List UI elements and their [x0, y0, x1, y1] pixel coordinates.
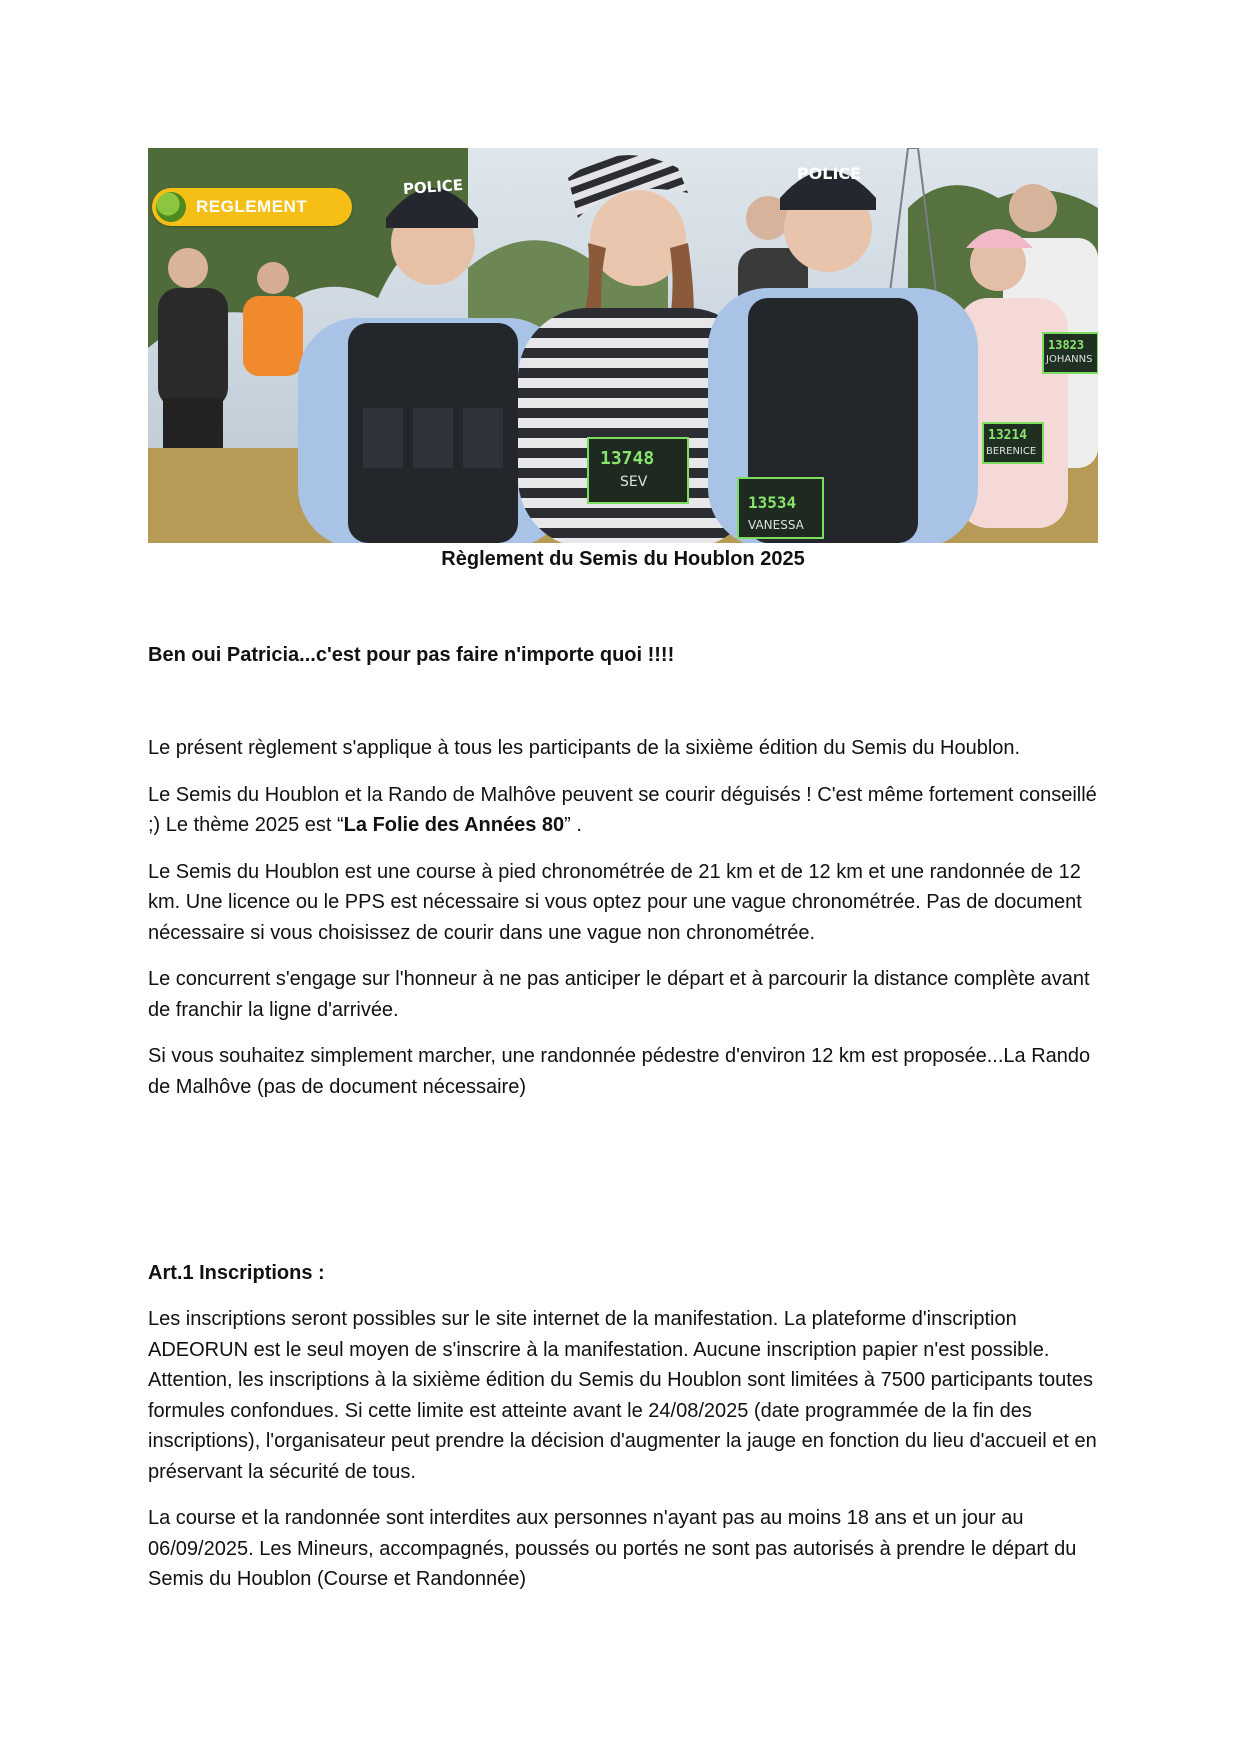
- costume-text: Le Semis du Houblon et la Rando de Malhôve peuvent se courir déguisés ! C'est même fortement conseillé ;) Le thème 2025 est “: [148, 783, 1097, 836]
- document-title: Règlement du Semis du Houblon 2025: [441, 548, 805, 570]
- intro-title: Ben oui Patricia...c'est pour pas faire n'importe quoi !!!!: [148, 644, 675, 666]
- bib-name-sev: SEV: [620, 474, 648, 490]
- theme-name: La Folie des Années 80: [343, 814, 565, 836]
- article-1-heading: Art.1 Inscriptions :: [148, 1262, 325, 1284]
- article-1-age-limit: La course et la randonnée sont interdites aux personnes n'ayant pas au moins 18 ans et un jour au 06/09/2025. Les Mineurs, accompagnés, poussés ou portés ne sont pas autorisés à prendre le départ du Semis du Houblon (Course et Randonnée): [148, 1507, 1077, 1590]
- paragraph-hike: Si vous souhaitez simplement marcher, une randonnée pédestre d'environ 12 km est proposée...La Rando de Malhôve (pas de document nécessaire): [148, 1045, 1091, 1098]
- bib-number-13748: 13748: [600, 448, 655, 469]
- article-1-section: [148, 1258, 1098, 1611]
- bib-number-13823: 13823: [1048, 338, 1085, 352]
- paragraph-honor: Le concurrent s'engage sur l'honneur à ne pas anticiper le départ et à parcourir la distance complète avant de franchir la ligne d'arrivée.: [148, 968, 1090, 1021]
- badge-label: REGLEMENT: [196, 197, 308, 216]
- bib-number-13214: 13214: [988, 428, 1028, 443]
- article-1-registration: Les inscriptions seront possibles sur le site internet de la manifestation. La plateforme d'inscription ADEORUN est le seul moyen de s'inscrire à la manifestation. Aucune inscription papier n'est possible. Attention, les inscriptions à la sixième édition du Semis du Houblon sont limitées à 7500 participants toutes formules confondues. Si cette limite est atteinte avant le 24/08/2025 (date programmée de la fin des inscriptions), l'organisateur peut prendre la décision d'augmenter la jauge en fonction du lieu d'accueil et en préservant la sécurité de tous.: [148, 1308, 1097, 1483]
- bib-number-13534: 13534: [748, 493, 797, 512]
- paragraph-race-description: Le Semis du Houblon est une course à pied chronométrée de 21 km et de 12 km et une randonnée de 12 km. Une licence ou le PPS est nécessaire si vous optez pour une vague chronométrée. Pas de document nécessaire si vous choisissez de courir dans une vague non chronométrée.: [148, 860, 1082, 944]
- bib-name-johanns: JOHANNS: [1046, 354, 1093, 365]
- reglement-badge: [152, 188, 352, 226]
- paragraph-costume: [148, 780, 1098, 841]
- police-cap-right: POLICE: [796, 164, 862, 183]
- bib-name-vanessa: VANESSA: [748, 518, 804, 532]
- bib-name-berenice: BERENICE: [986, 446, 1037, 457]
- costume-text-end: ” .: [564, 814, 582, 836]
- police-cap-left: POLICE: [402, 175, 464, 199]
- hero-photo: [148, 148, 1098, 543]
- paragraph-scope: Le présent règlement s'applique à tous les participants de la sixième édition du Semis du Houblon.: [148, 737, 1021, 759]
- intro-section: [148, 640, 1098, 687]
- hop-icon: [156, 192, 186, 222]
- general-rules-section: [148, 733, 1098, 1118]
